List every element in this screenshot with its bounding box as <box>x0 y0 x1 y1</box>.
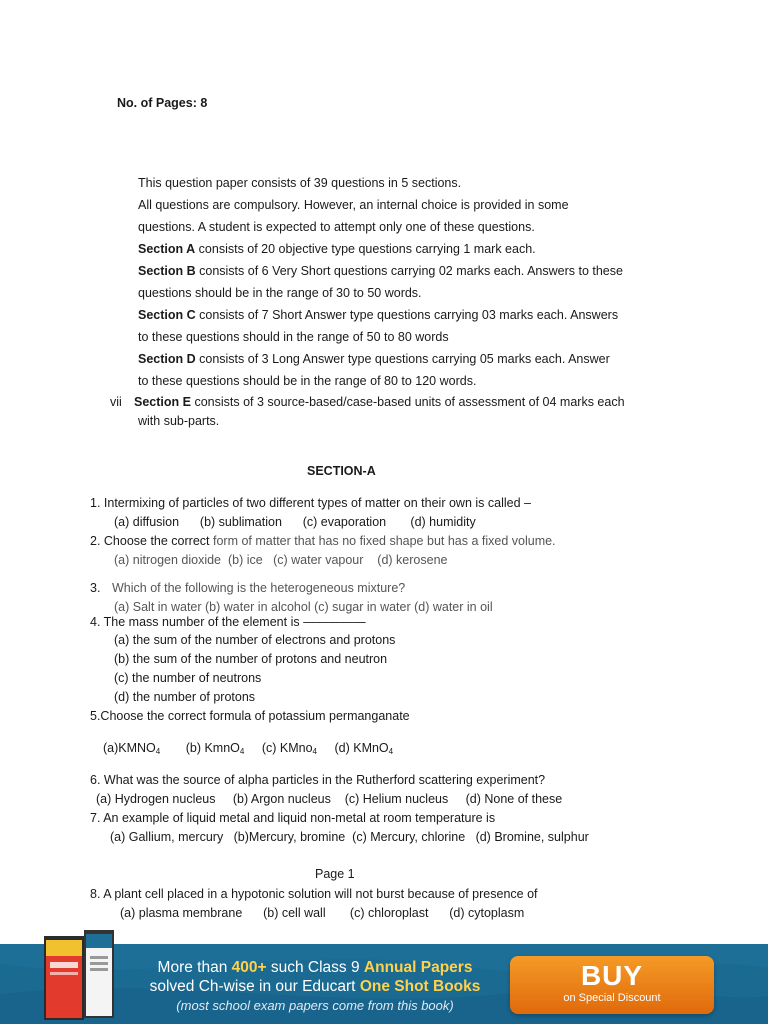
promo-banner[interactable] <box>0 944 768 1024</box>
book-stack-icon <box>40 926 120 1022</box>
question-6-options: (a) Hydrogen nucleus (b) Argon nucleus (c) Helium nucleus (d) None of these <box>96 792 563 806</box>
question-7: 7. An example of liquid metal and liquid non-metal at room temperature is <box>90 811 496 825</box>
q5-option-d: (d) KMnO$_4$ <box>334 741 394 756</box>
instr-line: questions. A student is expected to attempt only one of these questions. <box>138 220 535 234</box>
question-3-options: (a) Salt in water (b) water in alcohol (c) sugar in water (d) water in oil <box>114 600 493 614</box>
instr-section-d: Section D consists of 3 Long Answer type questions carrying 05 marks each. Answer <box>138 352 610 366</box>
promo-line-2: solved Ch-wise in our Educart One Shot Books <box>149 978 481 995</box>
question-6: 6. What was the source of alpha particles in the Rutherford scattering experiment? <box>90 773 546 787</box>
question-5-options <box>103 741 393 757</box>
question-4-option-d: (d) the number of protons <box>114 690 256 704</box>
instr-line: to these questions should in the range of 50 to 80 words <box>138 330 449 344</box>
question-5: 5.Choose the correct formula of potassium permanganate <box>90 709 410 723</box>
question-1: 1. Intermixing of particles of two different types of matter on their own is called – <box>90 496 531 510</box>
question-3-number: 3. <box>90 581 101 595</box>
instr-section-b: Section B consists of 6 Very Short questions carrying 02 marks each. Answers to these <box>138 264 623 278</box>
buy-button[interactable] <box>510 956 714 1014</box>
instr-section-e: Section E consists of 3 source-based/case-based units of assessment of 04 marks each <box>134 395 625 409</box>
page-count: No. of Pages: 8 <box>117 96 208 110</box>
page-number: Page 1 <box>315 867 355 881</box>
question-3: Which of the following is the heterogeneous mixture? <box>112 581 406 595</box>
question-7-options: (a) Gallium, mercury (b)Mercury, bromine (c) Mercury, chlorine (d) Bromine, sulphur <box>110 830 589 844</box>
promo-text <box>130 958 500 1015</box>
instr-section-a: Section A consists of 20 objective type questions carrying 1 mark each. <box>138 242 536 256</box>
question-2-options: (a) nitrogen dioxide (b) ice (c) water vapour (d) kerosene <box>114 553 448 567</box>
buy-label: BUY <box>580 960 644 991</box>
question-4-option-b: (b) the sum of the number of protons and neutron <box>114 652 388 666</box>
q5-option-b: (b) KmnO$_4$ <box>185 741 245 756</box>
promo-note: (most school exam papers come from this book) <box>176 998 454 1013</box>
instr-line: questions should be in the range of 30 to 50 words. <box>138 286 422 300</box>
question-4-option-a: (a) the sum of the number of electrons and protons <box>114 633 396 647</box>
buy-sublabel: on Special Discount <box>563 992 661 1004</box>
question-4: 4. The mass number of the element is ————— <box>90 615 366 629</box>
question-4-option-c: (c) the number of neutrons <box>114 671 262 685</box>
question-8-options: (a) plasma membrane (b) cell wall (c) chloroplast (d) cytoplasm <box>120 906 525 920</box>
question-1-options: (a) diffusion (b) sublimation (c) evaporation (d) humidity <box>114 515 476 529</box>
q5-option-c: (c) KMno$_4$ <box>261 741 317 756</box>
instr-section-c: Section C consists of 7 Short Answer type questions carrying 03 marks each. Answers <box>138 308 619 322</box>
instr-line: All questions are compulsory. However, an internal choice is provided in some <box>138 198 569 212</box>
question-2: 2. Choose the correct form of matter that has no fixed shape but has a fixed volume. <box>90 534 556 548</box>
promo-line-1: More than 400+ such Class 9 Annual Papers <box>157 959 473 976</box>
instr-line: to these questions should be in the range of 80 to 120 words. <box>138 374 477 388</box>
instr-line: This question paper consists of 39 questions in 5 sections. <box>138 176 462 190</box>
instr-numeral: vii <box>110 395 122 409</box>
instr-line: with sub-parts. <box>138 414 220 428</box>
question-8: 8. A plant cell placed in a hypotonic solution will not burst because of presence of <box>90 887 538 901</box>
q5-option-a: $(a)KMNO_4$ <box>103 741 161 756</box>
section-title: SECTION-A <box>307 464 376 478</box>
